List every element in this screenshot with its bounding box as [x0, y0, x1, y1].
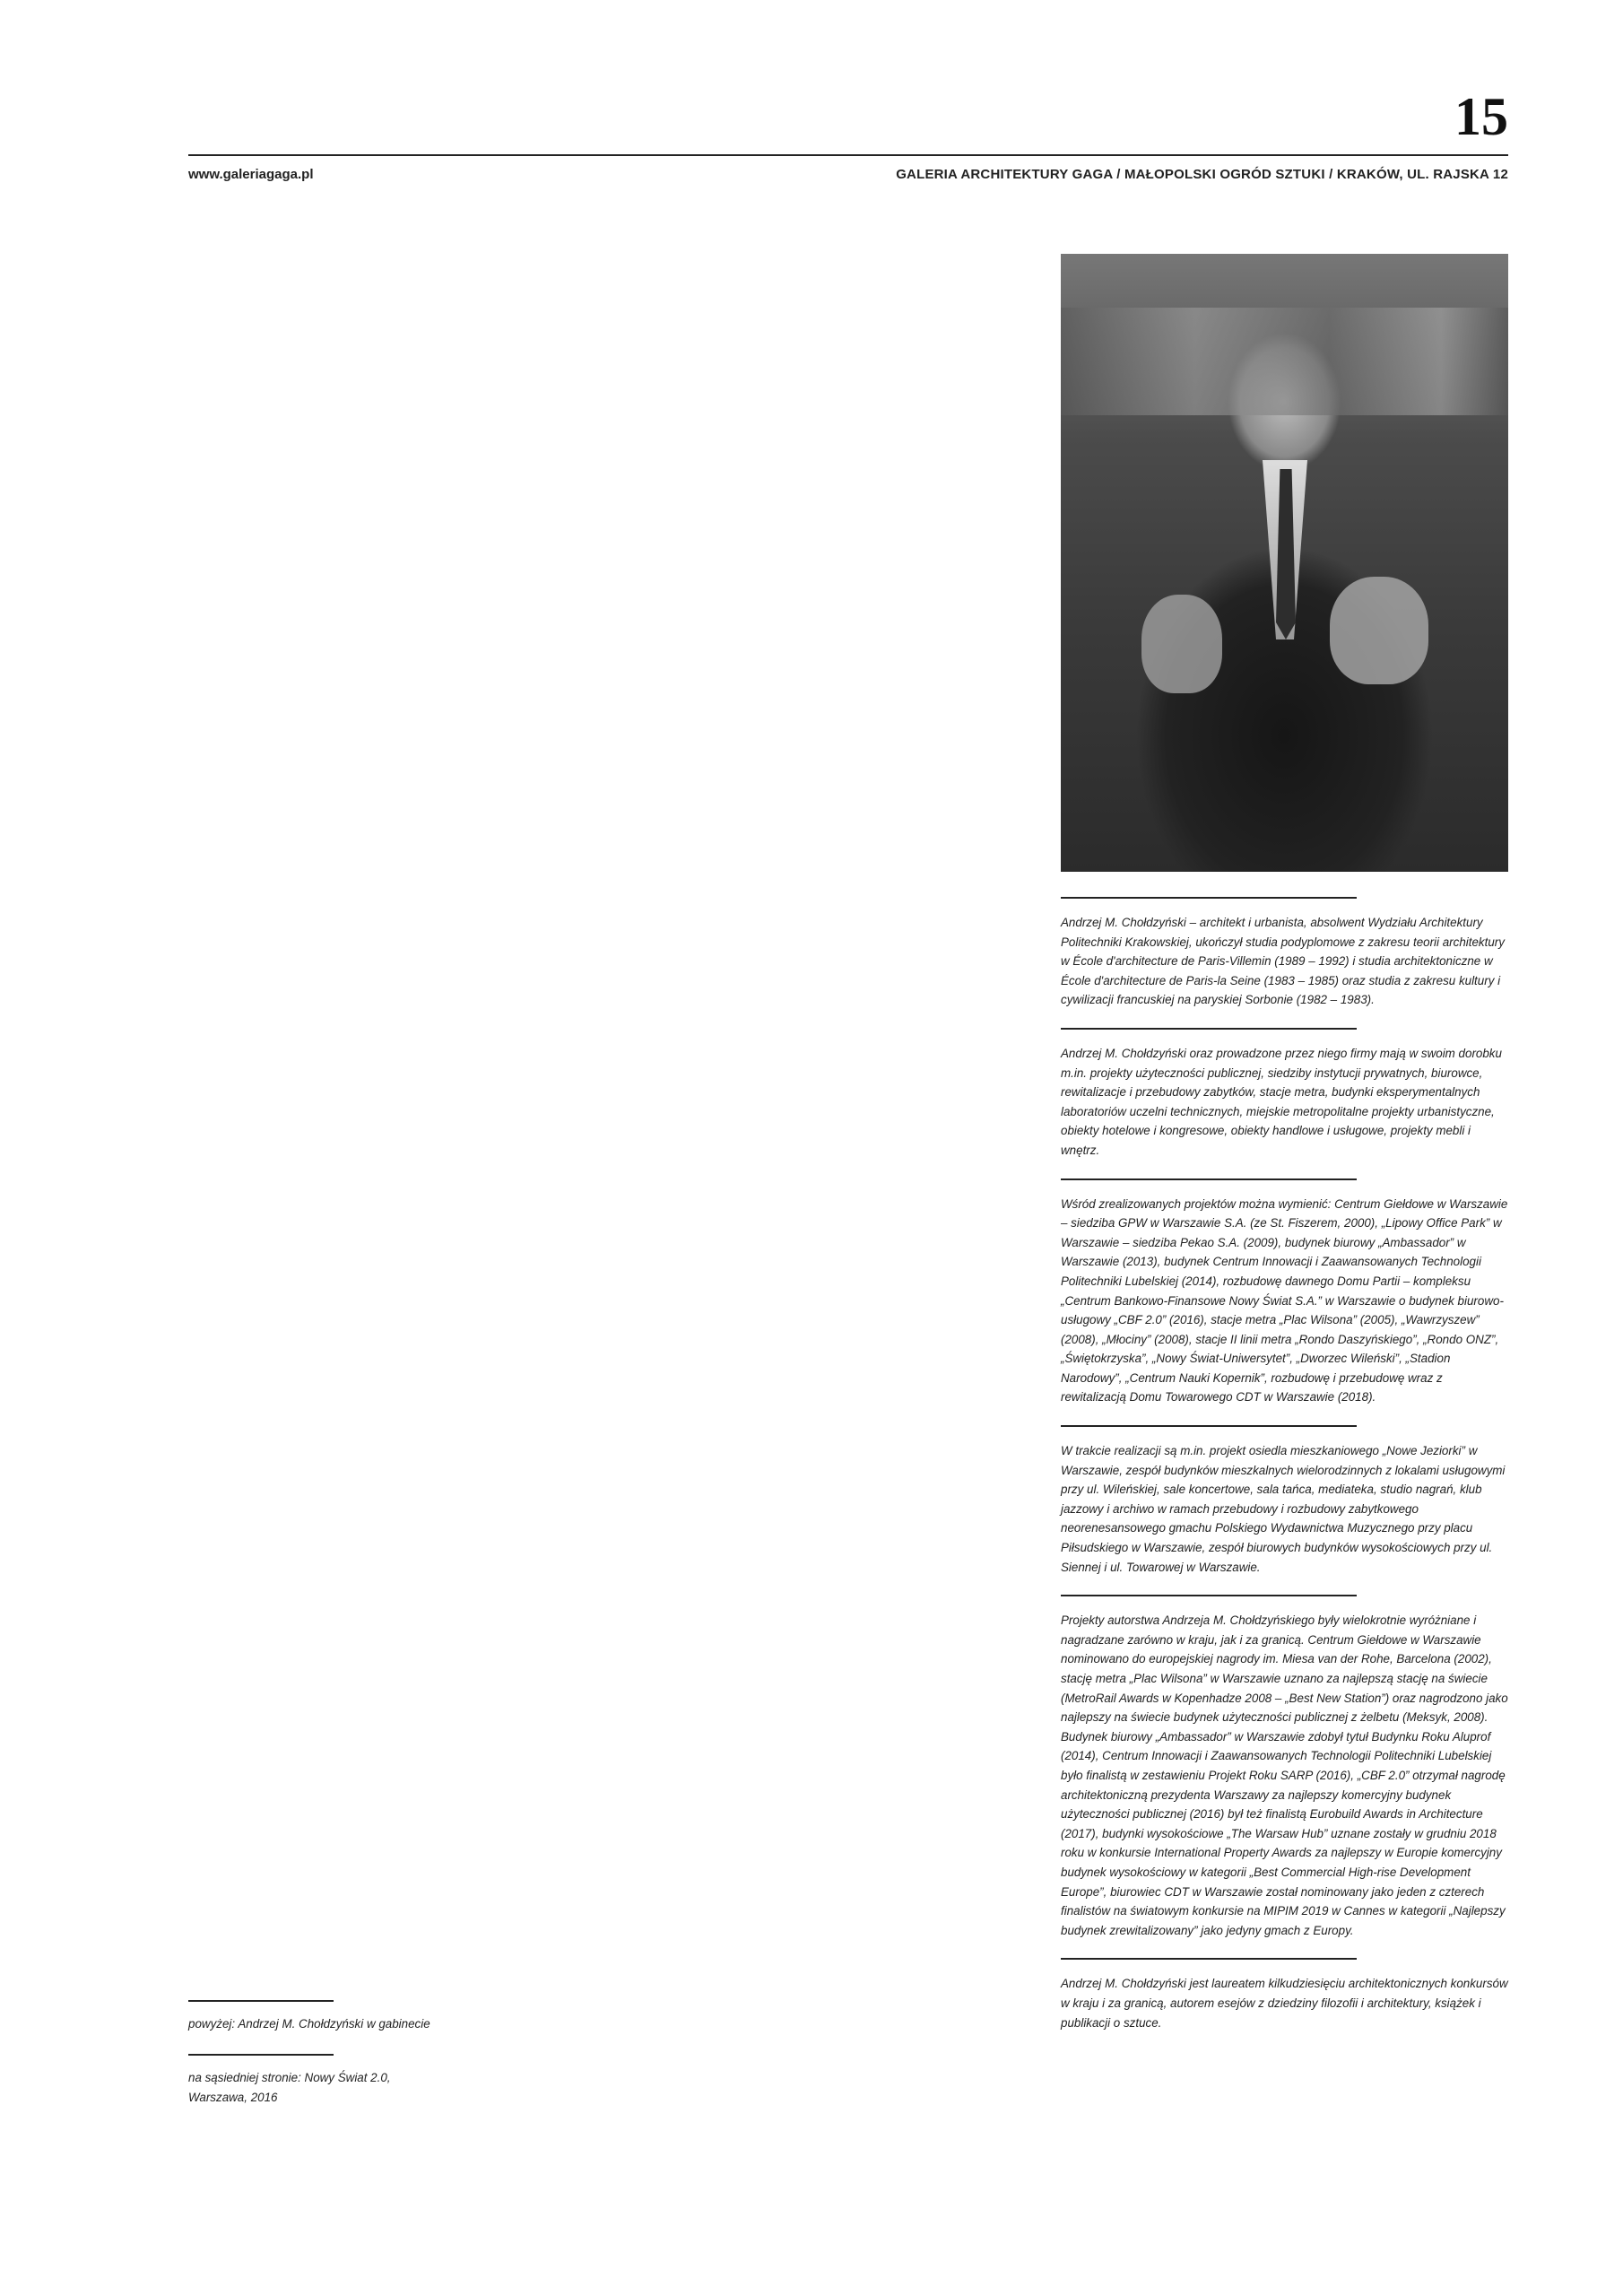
- header-rule: [188, 154, 1508, 156]
- photo-right-hand: [1330, 577, 1428, 684]
- section-rule: [1061, 1028, 1357, 1030]
- caption-adjacent: [188, 2054, 511, 2107]
- section-rule: [1061, 1178, 1357, 1180]
- caption-above-text: powyżej: Andrzej M. Chołdzyński w gabinecie: [188, 2017, 430, 2031]
- caption-adjacent-line-1: na sąsiedniej stronie: Nowy Świat 2.0,: [188, 2071, 391, 2084]
- bio-paragraph-3: Wśród zrealizowanych projektów można wymienić: Centrum Giełdowe w Warszawie – siedziba GPW w Warszawie S.A. (ze St. Fiszerem, 2000), „Lipowy Office Park” w Warszawie – siedziba Pekao S.A. (2009), budynek biurowy „Ambassador” w Warszawie (2013), budynek Centrum Innowacji i Zaawansowanych Technologii Politechniki Lubelskiej (2014), rozbudowę dawnego Domu Partii – kompleksu „Centrum Bankowo-Finansowe Nowy Świat S.A.” w Warszawie o budynek biurowo-usługowy „CBF 2.0” (2016), stacje metra „Plac Wilsona” (2005), „Wawrzyszew” (2008), „Młociny” (2008), stacje II linii metra „Rondo Daszyńskiego”, „Rondo ONZ”, „Świętokrzyska”, „Nowy Świat-Uniwersytet”, „Dworzec Wileński”, „Stadion Narodowy”, „Centrum Nauki Kopernik”, rozbudowę i przebudowę wraz z rewitalizacją Domu Towarowego CDT w Warszawie (2018).: [1061, 1196, 1508, 1405]
- bio-paragraph-4: W trakcie realizacji są m.in. projekt osiedla mieszkaniowego „Nowe Jeziorki” w Warszawie, zespół budynków mieszkalnych wielorodzinnych z lokalami usługowymi przy ul. Wileńskiej, sale koncertowe, sala tańca, mediateka, studio nagrań, klub jazzowy i archiwo w ramach przebudowy i rozbudowy zabytkowego neorenesansowego gmachu Polskiego Wydawnictwa Muzycznego przy placu Piłsudskiego w Warszawie, zespół biurowych budynków wysokościowych przy ul. Siennej i ul. Towarowej w Warszawie.: [1061, 1444, 1506, 1574]
- caption-rule: [188, 2000, 334, 2002]
- caption-rule: [188, 2054, 334, 2056]
- caption-adjacent-line-2: Warszawa, 2016: [188, 2090, 278, 2104]
- section-rule: [1061, 1595, 1357, 1596]
- biography-column: [1061, 897, 1509, 2050]
- bio-paragraph-6: Andrzej M. Chołdzyński jest laureatem kilkudziesięciu architektonicznych konkursów w kraju i za granicą, autorem esejów z dziedziny filozofii i architektury, książek i publikacji o sztuce.: [1061, 1977, 1508, 2030]
- caption-above: [188, 2000, 511, 2034]
- bio-paragraph-1: Andrzej M. Chołdzyński – architekt i urbanista, absolwent Wydziału Architektury Politechniki Krakowskiej, ukończył studia podyplomowe z zakresu teorii architektury w École d'architecture de Paris-Villemin (1989 – 1992) i studia architektoniczne w École d'architecture de Paris-la Seine (1983 – 1985) oraz studia z zakresu kultury i cywilizacji francuskiej na paryskiej Sorbonie (1982 – 1983).: [1061, 916, 1505, 1007]
- section-rule: [1061, 897, 1357, 899]
- photo-left-hand: [1141, 595, 1222, 693]
- gallery-info: GALERIA ARCHITEKTURY GAGA / MAŁOPOLSKI OGRÓD SZTUKI / KRAKÓW, UL. RAJSKA 12: [896, 167, 1508, 182]
- photo-window-background: [1061, 308, 1508, 415]
- bio-paragraph-5: Projekty autorstwa Andrzeja M. Chołdzyńskiego były wielokrotnie wyróżniane i nagradzane zarówno w kraju, jak i za granicą. Centrum Giełdowe w Warszawie nominowano do europejskiej nagrody im. Miesa van der Rohe, Barcelona (2002), stację metra „Plac Wilsona” w Warszawie uznano za najlepszą stację na świecie (MetroRail Awards w Kopenhadze 2008 – „Best New Station”) oraz nagrodzono jako najlepszy na świecie budynek użyteczności publicznej z żelbetu (Meksyk, 2008). Budynek biurowy „Ambassador” w Warszawie zdobył tytuł Budynku Roku Aluprof (2014), Centrum Innowacji i Zaawansowanych Technologii Politechniki Lubelskiej było finalistą w zestawieniu Projekt Roku SARP (2016), „CBF 2.0” otrzymał nagrodę architektoniczną prezydenta Warszawy za najlepszy komercyjny budynek użyteczności publicznej (2016) był też finalistą Eurobuild Awards in Architecture (2017), budynki wysokościowe „The Warsaw Hub” uznane zostały w grudniu 2018 roku w konkursie International Property Awards za najlepszy w Europie komercyjny budynek wysokościowy w kategorii „Best Commercial High-rise Development Europe”, biurowiec CDT w Warszawie został nominowany jako jeden z czterech finalistów na światowym konkursie na MIPIM 2019 w Cannes w kategorii „Najlepszy budynek zrewitalizowany” jako jedyny gmach z Europy.: [1061, 1613, 1508, 1937]
- section-rule: [1061, 1425, 1357, 1427]
- bio-paragraph-2: Andrzej M. Chołdzyński oraz prowadzone przez niego firmy mają w swoim dorobku m.in. projekty użyteczności publicznej, siedziby instytucji prywatnych, biurowce, rewitalizacje i przebudowy zabytków, stacje metra, budynki eksperymentalnych laboratoriów uczelni technicznych, miejskie metropolitalne projekty urbanistyczne, obiekty hotelowe i kongresowe, obiekty handlowe i usługowe, projekty mebli i wnętrz.: [1061, 1046, 1502, 1157]
- section-rule: [1061, 1958, 1357, 1960]
- page-number: 15: [1454, 87, 1508, 146]
- website-url[interactable]: www.galeriagaga.pl: [188, 167, 314, 182]
- portrait-photo: [1061, 254, 1508, 872]
